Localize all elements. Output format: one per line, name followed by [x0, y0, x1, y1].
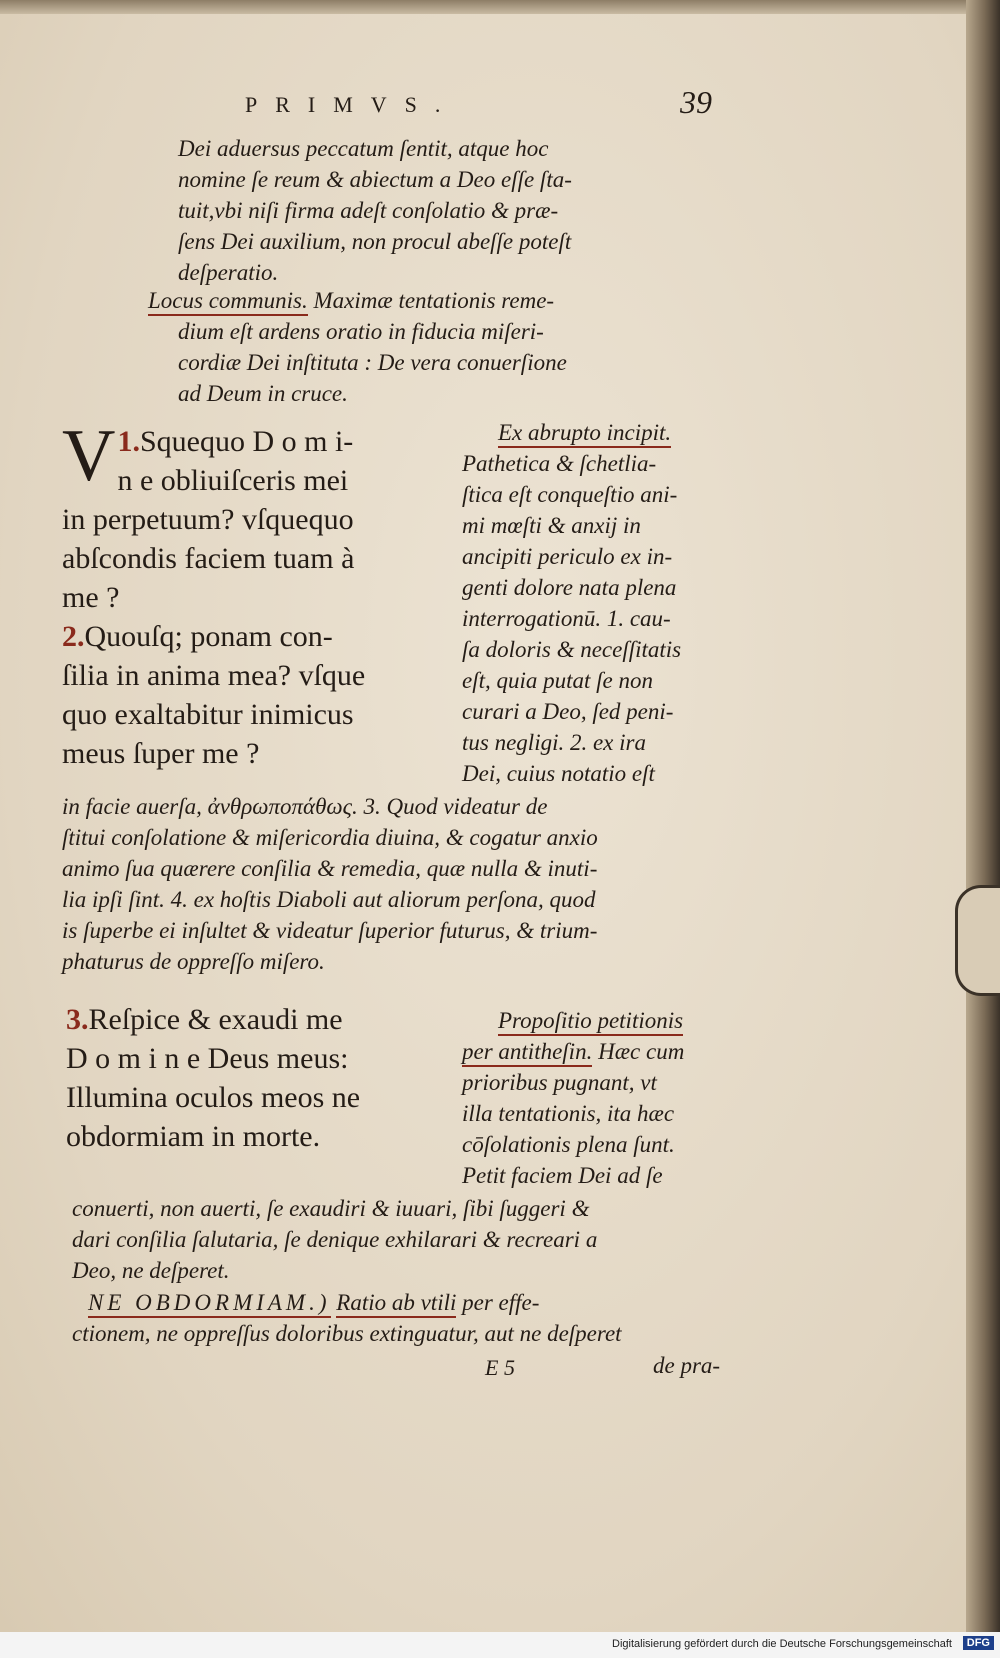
verse-number: 3.	[66, 1003, 89, 1036]
commentary-line: deſperatio.	[178, 260, 279, 285]
verse-line: quo exaltabitur inimicus	[62, 698, 354, 731]
verse-line: Illumina oculos meos ne	[66, 1081, 361, 1114]
commentary-heading	[462, 1005, 684, 1036]
commentary-line: tuit,vbi niſi firma adeſt conſolatio & præ-	[178, 198, 559, 223]
book-clasp	[955, 885, 1000, 996]
signature-mark: E 5	[485, 1355, 515, 1380]
commentary-line: interrogationū. 1. cau-	[462, 606, 671, 631]
commentary-right-3	[462, 1005, 684, 1191]
commentary-line: ſens Dei auxilium, non procul abeſſe poteſt	[178, 229, 572, 254]
verse-line	[62, 617, 452, 656]
verse-line: abſcondis faciem tuam à	[62, 542, 355, 575]
verse-text: Quouſq; ponam con-	[84, 620, 333, 653]
commentary-line: prioribus pugnant, vt	[462, 1070, 657, 1095]
commentary-right-1	[462, 417, 681, 789]
page-number: 39	[680, 84, 712, 120]
locus-line: cordiæ Dei inſtituta : De vera conuerſione	[178, 350, 567, 375]
commentary-line: curari a Deo, ſed peni-	[462, 699, 674, 724]
commentary-line: eſt, quia putat ſe non	[462, 668, 654, 693]
verse-line: n e obliuiſceris mei	[117, 464, 349, 497]
verse-1	[62, 415, 452, 617]
commentary-line: ancipiti periculo ex in-	[462, 544, 673, 569]
commentary-line: ſtica eſt conqueſtio ani-	[462, 482, 678, 507]
commentary-full-4	[72, 1287, 622, 1349]
commentary-line	[462, 1036, 684, 1067]
commentary-heading	[462, 417, 681, 448]
catchword: de pra-	[653, 1353, 721, 1378]
commentary-line: in facie auerſa, ἀνθρωποπάθως. 3. Quod videatur de	[62, 794, 548, 819]
commentary-line: conuerti, non auerti, ſe exaudiri & iuuari, ſibi ſuggeri &	[72, 1196, 590, 1221]
commentary-heading-text: per antitheſin.	[462, 1039, 592, 1067]
verse-text: Reſpice & exaudi me	[88, 1003, 343, 1036]
commentary-line: nomine ſe reum & abiectum a Deo eſſe ſta-	[178, 167, 572, 192]
commentary-line: Dei aduersus peccatum ſentit, atque hoc	[178, 136, 549, 161]
commentary-line: animo ſua quærere conſilia & remedia, quæ nulla & inuti-	[62, 856, 598, 881]
commentary-line: mi mœſti & anxij in	[462, 513, 641, 538]
commentary-line: Petit faciem Dei ad ſe	[462, 1163, 663, 1188]
commentary-line: dari conſilia ſalutaria, ſe denique exhilarari & recreari a	[72, 1227, 598, 1252]
locus-line: ad Deum in cruce.	[178, 381, 348, 406]
running-head: PRIMVS.	[245, 92, 459, 117]
commentary-line: ſa doloris & neceſſitatis	[462, 637, 682, 662]
drop-initial: V	[62, 415, 116, 497]
verse-number: 1.	[117, 425, 140, 458]
commentary-line: cōſolationis plena ſunt.	[462, 1132, 675, 1157]
commentary-line: illa tentationis, ita hæc	[462, 1101, 675, 1126]
commentary-line: Dei, cuius notatio eſt	[462, 761, 655, 786]
verse-2	[62, 617, 452, 773]
commentary-line: lia ipſi ſint. 4. ex hoſtis Diaboli aut aliorum perſona, quod	[62, 887, 596, 912]
verse-number: 2.	[62, 620, 85, 653]
verse-line: obdormiam in morte.	[66, 1120, 321, 1153]
commentary-line	[88, 1287, 622, 1318]
commentary-line: tus negligi. 2. ex ira	[462, 730, 646, 755]
commentary-text: per effe-	[462, 1290, 540, 1315]
verse-text: Squequo D o m i-	[139, 425, 354, 458]
locus-line	[148, 285, 567, 316]
commentary-line: is ſuperbe ei inſultet & videatur ſuperior futurus, & trium-	[62, 918, 598, 943]
locus-first: Maximæ tentationis reme-	[313, 288, 555, 313]
page-edge-right	[966, 0, 1000, 1632]
commentary-line: phaturus de oppreſſo miſero.	[62, 949, 325, 974]
commentary-top	[178, 133, 572, 288]
verse-line: in perpetuum? vſquequo	[62, 503, 354, 536]
commentary-line: Deo, ne deſperet.	[72, 1258, 230, 1283]
verse-3	[66, 1000, 456, 1156]
commentary-text: Hæc cum	[598, 1039, 685, 1064]
commentary-heading-text: Propoſitio petitionis	[498, 1008, 683, 1036]
commentary-line: ſtitui conſolatione & miſericordia diuina, & cogatur anxio	[62, 825, 598, 850]
commentary-line: genti dolore nata plena	[462, 575, 677, 600]
locus-communis	[148, 285, 567, 409]
footer-credit: Digitalisierung gefördert durch die Deutsche Forschungsgemeinschaft	[612, 1638, 952, 1650]
verse-line: ſilia in anima mea? vſque	[62, 659, 366, 692]
dfg-logo[interactable]: DFG	[963, 1636, 994, 1650]
verse-line	[66, 1000, 456, 1039]
verse-line: me ?	[62, 581, 120, 614]
lemma: NE OBDORMIAM.)	[88, 1290, 331, 1318]
verse-line: meus ſuper me ?	[62, 737, 260, 770]
verse-line	[62, 422, 452, 461]
commentary-line: ctionem, ne oppreſſus doloribus extinguatur, aut ne deſperet	[72, 1321, 622, 1346]
locus-line: dium eſt ardens oratio in fiducia miſeri-	[178, 319, 544, 344]
commentary-full-3	[72, 1193, 597, 1286]
locus-label: Locus communis.	[148, 288, 308, 316]
commentary-label: Ratio ab vtili	[336, 1290, 456, 1318]
page-edge-top	[0, 0, 1000, 14]
verse-line: D o m i n e Deus meus:	[66, 1042, 349, 1075]
commentary-heading-text: Ex abrupto incipit.	[498, 420, 671, 448]
commentary-line: Pathetica & ſchetlia-	[462, 451, 657, 476]
commentary-full-1	[62, 791, 598, 977]
